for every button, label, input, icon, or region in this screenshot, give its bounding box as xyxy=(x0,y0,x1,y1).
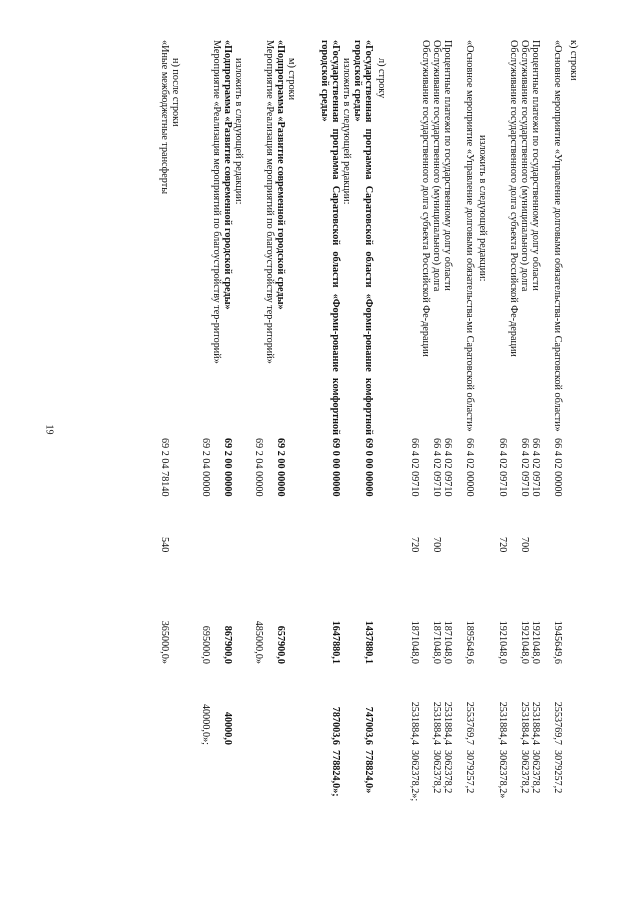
row-name: Мероприятие «Реализация мероприятий по благоустройству тер-риторий» xyxy=(264,40,275,364)
row-sum-2: 2531884,4 xyxy=(530,701,541,745)
row-sum-3: 778824,0» xyxy=(363,750,374,794)
row-sum-1: 485000,0» xyxy=(253,620,264,664)
row-sum-1: 1895649,6 xyxy=(464,620,475,664)
row-name: Обслуживание государственного долга субъекта Российской Фе-дерации xyxy=(508,40,519,357)
row-sum-1: 1647880,1 xyxy=(330,620,341,664)
row-name: Обслуживание государственного долга субъекта Российской Фе-дерации xyxy=(420,40,431,357)
rotated-document-body xyxy=(78,40,578,840)
row-name: «Подпрограмма «Развитие современной городской среды» xyxy=(222,40,233,310)
row-code: 69 2 00 00000 xyxy=(275,438,286,497)
row-name: Процентные платежи по государственному долгу области xyxy=(530,40,541,291)
section-m-header: м) строки xyxy=(286,58,297,101)
row-name: «Государственная программа Саратовской области «Форми-рование комфортной городской среды» xyxy=(352,40,374,435)
row-sum-2: 787003,6 xyxy=(330,706,341,745)
section-n-header: н) после строки xyxy=(170,58,181,127)
row-sum-2: 40000,0»; xyxy=(200,703,211,745)
row-sum-1: 1921048,0 xyxy=(530,620,541,664)
row-sum-3: 3062378,2 xyxy=(530,750,541,794)
page-number: 19 xyxy=(43,424,55,435)
section-l-edit-header: изложить в следующей редакции: xyxy=(341,58,352,205)
row-sum-2: 2531884,4 xyxy=(409,701,420,745)
row-code: 69 2 04 00000 xyxy=(253,438,264,497)
row-sum-3: 3062378,2 xyxy=(431,750,442,794)
section-l-header: л) строку xyxy=(376,58,387,99)
row-sum-1: 657900,0 xyxy=(275,625,286,664)
row-sum-1: 1871048,0 xyxy=(442,620,453,664)
row-code: 66 4 02 09710 xyxy=(530,438,541,497)
row-sum-1: 1921048,0 xyxy=(497,620,508,664)
row-sum-1: 1871048,0 xyxy=(431,620,442,664)
row-name: «Основное мероприятие «Управление долговыми обязательства-ми Саратовской области» xyxy=(552,40,563,432)
row-sum-3: 3079257,2 xyxy=(552,750,563,794)
row-code: 66 4 02 09710 xyxy=(442,438,453,497)
row-name: Мероприятие «Реализация мероприятий по благоустройству тер-риторий» xyxy=(211,40,222,364)
row-name: «Иные межбюджетные трансферты xyxy=(159,40,170,195)
row-sum-2: 2531884,4 xyxy=(431,701,442,745)
row-name: «Государственная программа Саратовской области «Форми-рование комфортной городской среды» xyxy=(319,40,341,435)
row-sum-3: 3062378,2 xyxy=(519,750,530,794)
row-sum-3: 3062378,2»; xyxy=(409,750,420,802)
section-k-edit-header: изложить в следующей редакции: xyxy=(477,135,488,282)
row-vr: 700 xyxy=(519,537,530,553)
row-sum-3: 3079257,2 xyxy=(464,750,475,794)
row-sum-1: 695000,0 xyxy=(200,625,211,664)
row-vr: 720 xyxy=(497,537,508,553)
row-sum-1: 867900,0 xyxy=(222,625,233,664)
section-k-header: к) строки xyxy=(568,40,579,81)
row-sum-1: 1921048,0 xyxy=(519,620,530,664)
row-name: Обслуживание государственного (муниципального) долга xyxy=(519,40,530,292)
row-sum-1: 1437880,1 xyxy=(363,620,374,664)
row-code: 69 0 00 00000 xyxy=(330,438,341,497)
row-name: Процентные платежи по государственному долгу области xyxy=(442,40,453,291)
row-code: 69 0 00 00000 xyxy=(363,438,374,497)
row-code: 69 2 04 00000 xyxy=(200,438,211,497)
row-vr: 720 xyxy=(409,537,420,553)
row-sum-2: 40000,0 xyxy=(222,711,233,745)
row-name: «Основное мероприятие «Управление долговыми обязательства-ми Саратовской области» xyxy=(464,40,475,432)
row-sum-1: 1945649,6 xyxy=(552,620,563,664)
row-sum-2: 2531884,4 xyxy=(519,701,530,745)
row-vr: 700 xyxy=(431,537,442,553)
row-code: 69 2 04 78140 xyxy=(159,438,170,497)
row-code: 66 4 02 09710 xyxy=(497,438,508,497)
row-sum-2: 747003,6 xyxy=(363,706,374,745)
row-sum-3: 3062378,2 xyxy=(442,750,453,794)
row-vr: 540 xyxy=(159,537,170,553)
row-code: 66 4 02 09710 xyxy=(519,438,530,497)
row-code: 66 4 02 00000 xyxy=(464,438,475,497)
row-sum-1: 365000,0» xyxy=(159,620,170,664)
row-code: 66 4 02 00000 xyxy=(552,438,563,497)
row-code: 69 2 00 00000 xyxy=(222,438,233,497)
row-sum-3: 778824,0»; xyxy=(330,750,341,797)
row-code: 66 4 02 09710 xyxy=(409,438,420,497)
row-sum-1: 1871048,0 xyxy=(409,620,420,664)
row-sum-3: 3062378,2» xyxy=(497,750,508,799)
row-name: «Подпрограмма «Развитие современной городской среды» xyxy=(275,40,286,310)
row-name: Обслуживание государственного (муниципального) долга xyxy=(431,40,442,292)
section-m-edit-header: изложить в следующей редакции: xyxy=(233,58,244,205)
row-sum-2: 2553769,7 xyxy=(464,701,475,745)
row-sum-2: 2531884,4 xyxy=(442,701,453,745)
row-sum-2: 2553769,7 xyxy=(552,701,563,745)
row-code: 66 4 02 09710 xyxy=(431,438,442,497)
row-sum-2: 2531884,4 xyxy=(497,701,508,745)
